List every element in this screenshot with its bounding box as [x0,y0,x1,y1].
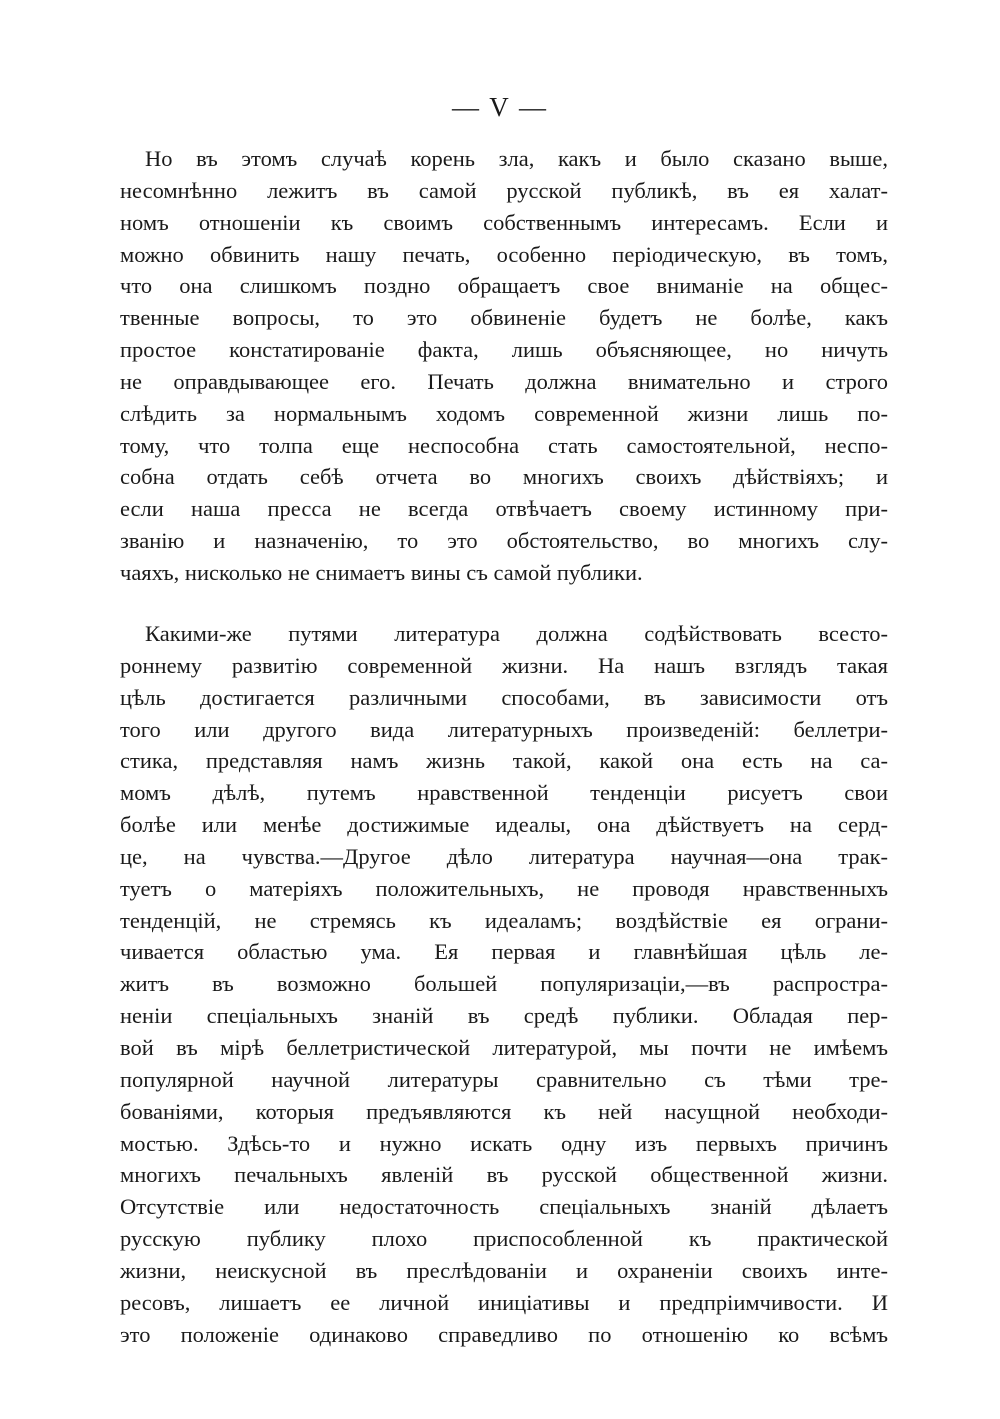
text-line: болѣе или менѣе достижимые идеалы, она дѣйствуетъ на серд- [120,812,888,838]
text-line: того или другого вида литературныхъ произведеній: беллетри- [120,716,888,742]
text-line: можно обвинить нашу печать, особенно періодическую, въ томъ, [120,241,888,267]
text-line: русскую публику плохо приспособленной къ практической [120,1226,888,1252]
text-line: твенные вопросы, то это обвиненіе будетъ не болѣе, какъ [120,305,888,331]
page-number-header: — V — [451,92,549,122]
paragraph-2 [120,618,888,1350]
text-line: тому, что толпа еще неспособна стать самостоятельной, неспо- [120,432,888,458]
text-line: званію и назначенію, то это обстоятельство, во многихъ слу- [120,528,888,554]
text-line: слѣдить за нормальнымъ ходомъ современной жизни лишь по- [120,400,888,426]
text-line: це, на чувства.—Другое дѣло литература научная—она трак- [120,843,888,869]
text-line: чаяхъ, нисколько не снимаетъ вины съ самой публики. [120,559,643,585]
text-line: житъ въ возможно большей популяризаціи,—въ распростра- [120,971,888,997]
text-line: это положеніе одинаково справедливо по отношенію ко всѣмъ [120,1321,888,1347]
text-line: чивается областью ума. Ея первая и главнѣйшая цѣль ле- [120,939,888,965]
text-line: момъ дѣлѣ, путемъ нравственной тенденціи рисуетъ свои [120,780,888,806]
text-line: Отсутствіе или недостаточность спеціальныхъ знаній дѣлаетъ [120,1194,888,1220]
text-line: популярной научной литературы сравнительно съ тѣми тре- [120,1066,888,1092]
text-line: туетъ о матеріяхъ положительныхъ, не проводя нравственныхъ [120,875,888,901]
paragraph-1 [120,143,888,589]
text-line: номъ отношеніи къ своимъ собственнымъ интересамъ. Если и [120,209,888,235]
text-line: простое констатированіе факта, лишь объясняющее, но ничуть [120,337,888,363]
text-line: что она слишкомъ поздно обращаетъ свое вниманіе на общес- [120,273,888,299]
text-line: роннему развитію современной жизни. На нашъ взглядъ такая [120,652,888,678]
text-line: если наша пресса не всегда отвѣчаетъ своему истинному при- [120,496,888,522]
text-line: ресовъ, лишаетъ ее личной иниціативы и предпріимчивости. И [120,1289,888,1315]
text-line: вой въ мірѣ беллетристической литературой, мы почти не имѣемъ [120,1034,888,1060]
text-line: собна отдать себѣ отчета во многихъ своихъ дѣйствіяхъ; и [120,464,888,490]
text-line: стика, представляя намъ жизнь такой, какой она есть на са- [120,748,888,774]
text-line: многихъ печальныхъ явленій въ русской общественной жизни. [120,1162,888,1188]
text-line: Какими-же путями литература должна содѣйствовать всесто- [145,621,888,646]
text-line: несомнѣнно лежитъ въ самой русской публикѣ, въ ея халат- [120,177,888,203]
text-line: мостью. Здѣсь-то и нужно искать одну изъ первыхъ причинъ [120,1130,888,1156]
text-line: неніи спеціальныхъ знаній въ средѣ публики. Обладая пер- [120,1003,888,1029]
text-line: бованіями, которыя предъявляются къ ней насущной необходи- [120,1098,888,1124]
text-line: Но въ этомъ случаѣ корень зла, какъ и было сказано выше, [145,146,888,171]
text-line: не оправдывающее его. Печать должна внимательно и строго [120,368,888,394]
text-line: жизни, неискусной въ преслѣдованіи и охраненіи своихъ инте- [120,1257,888,1283]
text-line: цѣль достигается различными способами, въ зависимости отъ [120,684,888,710]
text-line: тенденцій, не стремясь къ идеаламъ; воздѣйствіе ея ограни- [120,907,888,933]
